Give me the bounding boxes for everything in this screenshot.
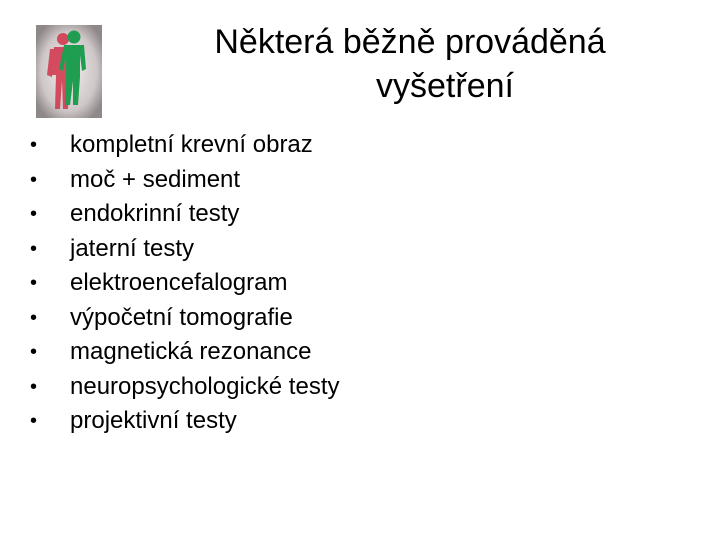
list-item	[30, 128, 339, 163]
list-item-text: projektivní testy	[70, 407, 237, 434]
list-item-text: jaterní testy	[70, 234, 195, 262]
list-item	[30, 301, 339, 336]
human-figure-icon	[36, 25, 102, 118]
bullet-icon: •	[30, 203, 38, 225]
bullet-icon: •	[30, 237, 38, 260]
list-item	[30, 370, 339, 405]
list-item-text: výpočetní tomografie	[70, 303, 293, 331]
list-item	[30, 197, 339, 232]
bullet-icon: •	[30, 410, 38, 432]
list-item	[30, 232, 339, 267]
bullet-list	[30, 128, 339, 439]
title-line-1: Některá běžně prováděná	[214, 23, 606, 61]
list-item-text: magnetická rezonance	[70, 338, 312, 365]
page-title	[150, 20, 670, 108]
bullet-icon: •	[30, 168, 38, 191]
title-line-2: vyšetření	[376, 67, 514, 105]
list-item	[30, 335, 339, 370]
list-item-text: elektroencefalogram	[70, 269, 288, 296]
bullet-icon: •	[30, 341, 38, 363]
bullet-icon: •	[30, 375, 38, 398]
bullet-icon: •	[30, 306, 38, 329]
list-item	[30, 404, 339, 439]
bullet-icon: •	[30, 272, 38, 294]
bullet-icon: •	[30, 134, 38, 156]
list-item-text: kompletní krevní obraz	[70, 131, 313, 158]
list-item-text: endokrinní testy	[70, 200, 240, 227]
list-item-text: neuropsychologické testy	[70, 372, 340, 400]
list-item	[30, 266, 339, 301]
list-item	[30, 163, 339, 198]
list-item-text: moč + sediment	[70, 165, 241, 193]
